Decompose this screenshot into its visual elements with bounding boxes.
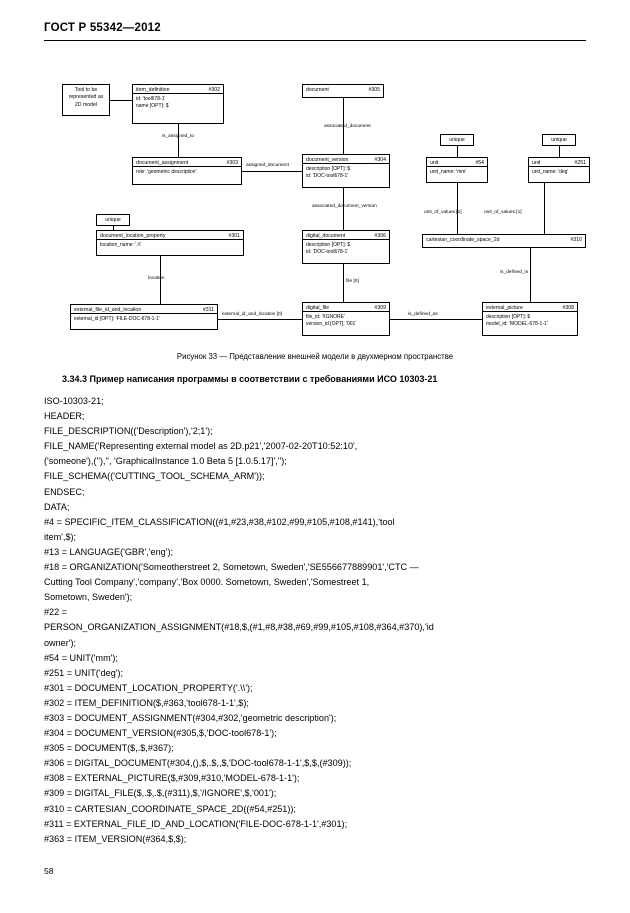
edge-line (343, 188, 344, 230)
edge-label-associated-document: associated_document (324, 124, 371, 129)
node-header: digital_file #309 (303, 303, 389, 312)
node-body: role: 'geometric description' (136, 168, 197, 175)
edge-line (343, 264, 344, 302)
node-header: unit #251 (529, 158, 589, 167)
node-header: cartesian_coordinate_space_2d #310 (426, 236, 582, 243)
code-line: #308 = EXTERNAL_PICTURE($,#309,#310,'MODEL-678-1-1'); (44, 773, 300, 784)
edge-line (218, 319, 302, 320)
edge-line (178, 124, 179, 157)
diagram-node-document-version (302, 154, 390, 188)
diagram-node-unit-deg (528, 157, 590, 183)
edge-line (390, 319, 482, 320)
node-body: description [OPT]: $ model_id: 'MODEL-678-1-1' (486, 313, 548, 328)
code-line: FILE_DESCRIPTION(('Description'),'2;1'); (44, 426, 213, 437)
node-header: document_assignment #303 (133, 158, 241, 167)
edge-label-assigned-document: assigned_document (246, 163, 289, 168)
edge-label-file: file [0] (346, 279, 359, 284)
code-line: #310 = CARTESIAN_COORDINATE_SPACE_2D((#54,#251)); (44, 803, 296, 814)
edge-label-is-assigned-to: is_assigned_to (162, 134, 195, 139)
code-line: #304 = DOCUMENT_VERSION(#305,$,'DOC-tool678-1'); (44, 728, 277, 739)
diagram-node-unique-3: unique (96, 214, 130, 226)
node-body: description [OPT]: $ id: 'DOC-tool678-1' (306, 241, 351, 256)
node-body: unit_name: 'deg' (532, 168, 569, 175)
edge-line (530, 248, 531, 302)
node-body: file_id: '/IGNORE' version_id [OPT]: '001' (306, 313, 357, 328)
node-body: description [OPT]: $ id: 'DOC-tool678-1' (306, 165, 351, 180)
node-body: unit_name: 'mm' (430, 168, 467, 175)
diagram-node-unique-2: unique (542, 134, 576, 146)
code-line: DATA; (44, 501, 70, 512)
edge-line (457, 146, 458, 157)
node-header: document #305 (306, 86, 380, 93)
node-body: external_id [OPT]: 'FILE-DOC-678-1-1' (74, 315, 160, 322)
code-line: #303 = DOCUMENT_ASSIGNMENT(#304,#302,'geometric description'); (44, 712, 337, 723)
code-line: #301 = DOCUMENT_LOCATION_PROPERTY('.\\'); (44, 682, 253, 693)
diagram-node-digital-document (302, 230, 390, 264)
diagram-node-document-location-property (96, 230, 244, 256)
node-header: unit #54 (427, 158, 487, 167)
diagram-node-digital-file (302, 302, 390, 336)
code-line: #251 = UNIT('deg'); (44, 667, 124, 678)
code-line: #305 = DOCUMENT($,.$,#367); (44, 743, 174, 754)
figure-diagram (44, 72, 586, 347)
code-line: HEADER; (44, 411, 85, 422)
diagram-node-tool-note: Tool to be represented as 2D model (62, 84, 110, 116)
code-line: #306 = DIGITAL_DOCUMENT(#304,(),$,.$,,$,'DOC-tool678-1-1',$,$,(#309)); (44, 758, 352, 769)
code-line: FILE_SCHEMA(('CUTTING_TOOL_SCHEMA_ARM')); (44, 471, 265, 482)
diagram-node-unique-1: unique (440, 134, 474, 146)
diagram-node-cartesian-coordinate-space-2d (422, 234, 586, 248)
diagram-node-external-picture (482, 302, 578, 336)
edge-line (559, 146, 560, 157)
code-line: #18 = ORGANIZATION('Someotherstreet 2, Sometown, Sweden','SE556677889901','CTC — (44, 562, 419, 573)
edge-label-unit-of-values-2: unit_of_values [1] (484, 210, 522, 215)
node-header: item_definition #302 (133, 85, 223, 94)
diagram-node-unit-mm (426, 157, 488, 183)
code-line: ('someone'),(''),'', 'GraphicalInstance 1.0 Beta 5 [1.0.5.17]',''); (44, 456, 287, 467)
edge-label-is-defined-as: is_defined_as (408, 312, 438, 317)
code-listing (44, 394, 590, 847)
diagram-node-item-definition (132, 84, 224, 124)
edge-line (110, 100, 132, 101)
edge-line (544, 183, 545, 234)
edge-label-unit-of-values-1: unit_of_values [1] (424, 210, 462, 215)
edge-line (113, 226, 114, 230)
edge-label-associated-document-version: associated_document_version (312, 204, 377, 209)
node-header: external_file_id_and_location #311 (71, 305, 217, 314)
figure-caption: Рисунок 33 — Представление внешней модели в двухмерном пространстве (176, 352, 454, 361)
node-body: id: 'tool678-1' name [OPT]: $ (136, 95, 169, 110)
code-line: Cutting Tool Company','company','Box 0000. Sometown, Sweden','Somestreet 1, (44, 577, 370, 588)
code-line: #302 = ITEM_DEFINITION($,#363,'tool678-1-1',$); (44, 697, 249, 708)
code-line: PERSON_ORGANIZATION_ASSIGNMENT(#18,$,(#1,#8,#38,#69,#99,#105,#108,#364,#370),'id (44, 622, 434, 633)
edge-label-location: location (148, 276, 165, 281)
edge-label-external-id-and-location: external_id_and_location [0] (222, 312, 283, 317)
code-line: FILE_NAME('Representing external model as 2D.p21','2007-02-20T10:52:10', (44, 441, 358, 452)
section-heading: 3.34.3 Пример написания программы в соответствии с требованиями ИСО 10303-21 (62, 374, 438, 384)
node-header: document_version #304 (303, 155, 389, 164)
code-line: ENDSEC; (44, 486, 85, 497)
code-line: #363 = ITEM_VERSION(#364,$,$); (44, 833, 187, 844)
code-line: #4 = SPECIFIC_ITEM_CLASSIFICATION((#1,#23,#38,#102,#99,#105,#108,#141),'tool (44, 516, 395, 527)
edge-line (457, 183, 458, 234)
code-line: #54 = UNIT('mm'); (44, 652, 118, 663)
edge-line (242, 171, 302, 172)
node-header: digital_document #306 (303, 231, 389, 240)
page-header: ГОСТ Р 55342—2012 (44, 22, 161, 34)
page-number: 58 (44, 866, 54, 876)
diagram-node-external-file-id-and-location (70, 304, 218, 330)
diagram-node-document (302, 84, 384, 98)
edge-label-is-defined-in: is_defined_in (500, 270, 529, 275)
diagram-node-document-assignment (132, 157, 242, 185)
node-header: document_location_property #301 (97, 231, 243, 240)
node-body: location_name: '.\\' (100, 241, 142, 248)
code-line: #13 = LANGUAGE('GBR','eng'); (44, 546, 174, 557)
code-line: #22 = (44, 607, 68, 618)
node-header: external_picture #308 (483, 303, 577, 312)
header-divider (44, 40, 586, 41)
code-line: ISO-10303-21; (44, 396, 104, 406)
code-line: #309 = DIGITAL_FILE($,.$,.$,(#311),$,'/IGNORE',$,'001'); (44, 788, 277, 799)
code-line: item',$); (44, 531, 77, 542)
code-line: owner'); (44, 637, 77, 648)
code-line: #311 = EXTERNAL_FILE_ID_AND_LOCATION('FILE-DOC-678-1-1',#301); (44, 818, 348, 829)
code-line: Sometown, Sweden'); (44, 592, 133, 603)
